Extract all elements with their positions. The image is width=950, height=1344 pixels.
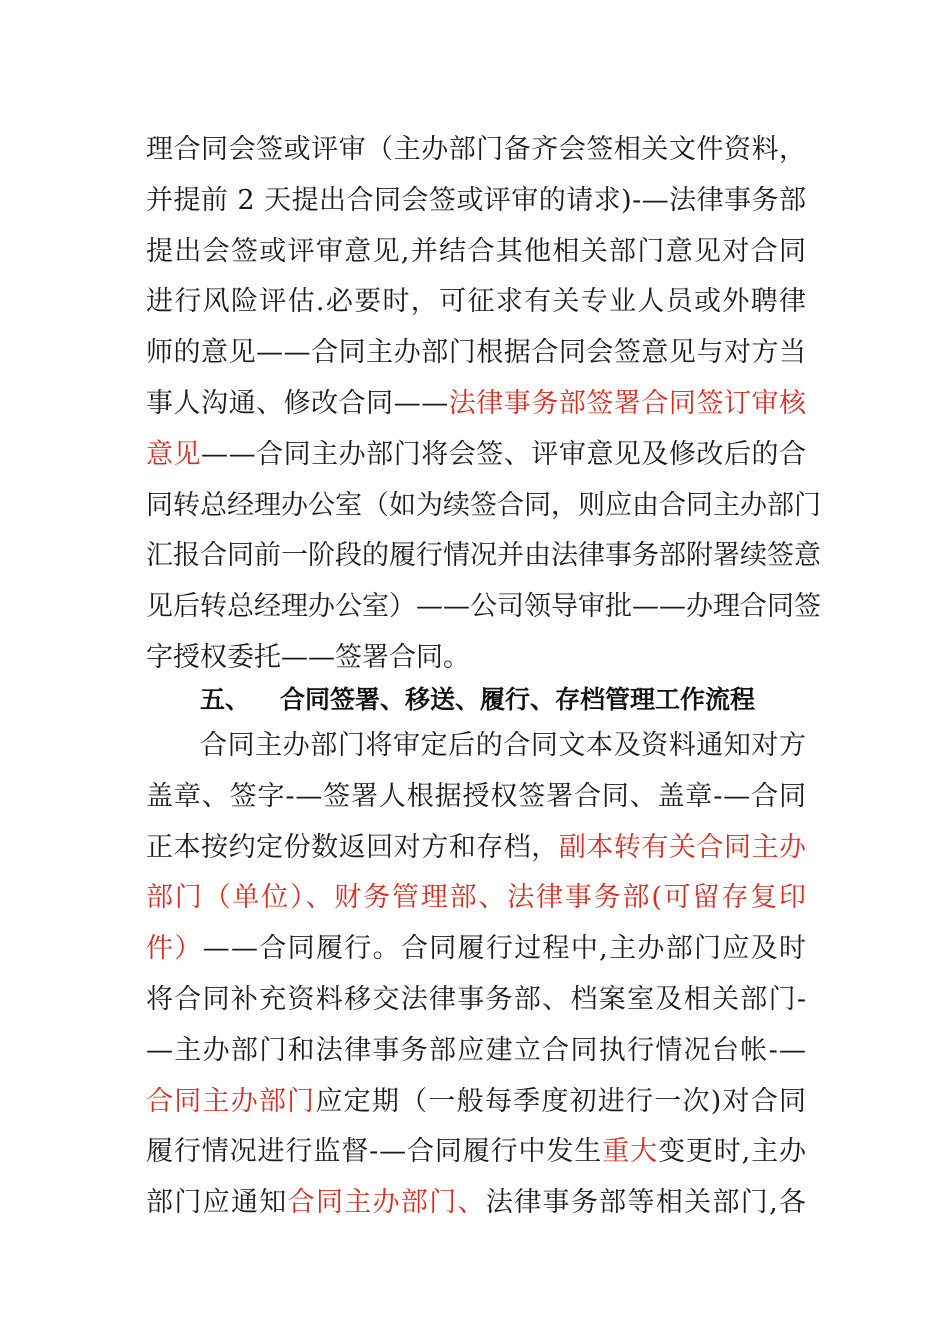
text-segment: 事人沟通、修改合同—— [146, 388, 449, 419]
section-5-heading [200, 675, 755, 725]
highlighted-text: 法律事务部签署合同签订审核 [448, 388, 807, 419]
text-line [146, 481, 821, 531]
text-line [146, 582, 821, 632]
text-segment: 应定期（一般每季度初进行一次)对合同 [315, 1085, 808, 1117]
text-segment: 变更时,主办 [657, 1136, 807, 1168]
text-line [146, 924, 806, 974]
text-line [146, 1127, 806, 1177]
text-line [146, 1026, 806, 1076]
text-line [146, 1077, 806, 1127]
text-line [146, 873, 806, 923]
highlighted-text: 副本转有关合同主办 [558, 831, 807, 863]
highlighted-text: 意见 [146, 438, 202, 470]
highlighted-text: 部门（单位）、财务管理部、法律事务部(可留存复印 [146, 882, 808, 914]
section-5-number: 五、 [200, 685, 251, 714]
text-segment: 师的意见——合同主办部门根据合同会签意见与对方当 [146, 337, 807, 369]
text-line [146, 772, 806, 822]
text-line [200, 721, 806, 771]
highlighted-text: 件） [146, 933, 203, 965]
text-line [146, 1178, 806, 1228]
text-line [146, 379, 806, 429]
text-line [146, 227, 806, 277]
text-segment: 字授权委托——签署合同。 [146, 642, 470, 673]
text-segment: 汇报合同前一阶段的履行情况并由法律事务部附署续签意 [146, 540, 821, 572]
text-line [146, 176, 806, 226]
text-segment: 盖章、签字-—签署人根据授权签署合同、盖章-—合同 [146, 780, 807, 812]
text-segment: —主办部门和法律事务部应建立合同执行情况台帐-— [146, 1034, 808, 1066]
text-segment: 并提前 2 天提出合同会签或评审的请求)-—法律事务部 [146, 184, 807, 216]
highlighted-text: 合同主办部门 [146, 1085, 316, 1117]
text-line [146, 430, 806, 480]
text-segment: 进行风险评估.必要时，可征求有关专业人员或外聘律 [146, 286, 808, 318]
section-5-title: 合同签署、移送、履行、存档管理工作流程 [280, 685, 756, 714]
text-line [146, 125, 806, 175]
text-line [146, 328, 806, 378]
text-line [146, 823, 806, 873]
text-segment: 理合同会签或评审（主办部门备齐会签相关文件资料， [146, 134, 807, 165]
text-line [146, 531, 821, 581]
text-line [146, 975, 806, 1025]
text-segment: 提出会签或评审意见,并结合其他相关部门意见对合同 [146, 235, 808, 267]
text-segment: ——合同主办部门将会签、评审意见及修改后的合 [201, 438, 807, 470]
text-segment: 正本按约定份数返回对方和存档， [146, 831, 559, 863]
text-segment: 法律事务部等相关部门,各 [485, 1187, 808, 1219]
text-segment: 见后转总经理办公室）——公司领导审批——办理合同签 [146, 591, 821, 623]
text-segment: 合同主办部门将审定后的合同文本及资料通知对方 [200, 730, 807, 761]
text-segment: 履行情况进行监督-—合同履行中发生 [146, 1136, 603, 1168]
text-segment: 部门应通知 [146, 1187, 288, 1219]
text-segment: ——合同履行。合同履行过程中,主办部门应及时 [202, 933, 808, 965]
highlighted-text: 重大 [602, 1136, 658, 1168]
text-segment: 将合同补充资料移交法律事务部、档案室及相关部门- [146, 984, 808, 1015]
text-segment: 同转总经理办公室（如为续签合同，则应由合同主办部门 [146, 489, 821, 521]
text-line [146, 277, 806, 327]
highlighted-text: 合同主办部门、 [287, 1187, 486, 1219]
